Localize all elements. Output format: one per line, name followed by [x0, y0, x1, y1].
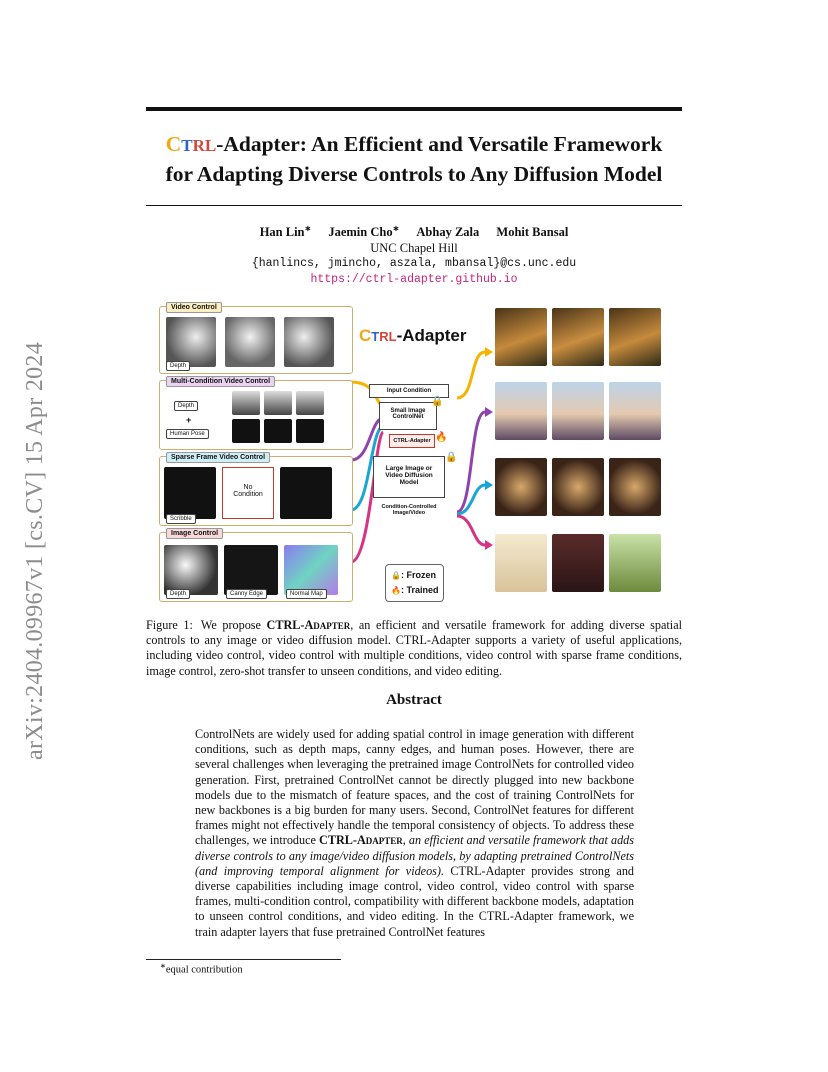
fire-icon: 🔥 [435, 432, 448, 443]
title-ctrl-r: R [192, 136, 205, 155]
large-model-box: Large Image or Video Diffusion Model [373, 456, 445, 498]
output-label: Condition-Controlled Image/Video [381, 504, 437, 516]
output-photo [552, 458, 604, 516]
output-photo [552, 534, 604, 592]
legend-frozen: : Frozen [400, 570, 436, 580]
caption-label: Figure 1: [146, 618, 193, 632]
arxiv-sidebar-id: arXiv:2404.09967v1 [cs.CV] 15 Apr 2024 [22, 341, 48, 760]
panel-image-control [159, 532, 353, 602]
abstract-italic: , an efficient and versatile framework that adds diverse controls to any image/video diffusion models, by adapting pretrained ControlNets (and improving temporal alignment for videos). [195, 833, 635, 878]
panel-video-control [159, 306, 353, 374]
output-photo [609, 458, 661, 516]
author-3: Abhay Zala [416, 225, 480, 240]
output-photo [609, 308, 661, 366]
depth-frame [166, 317, 216, 367]
title-bottom-rule [146, 205, 682, 206]
scribble-frame [280, 467, 332, 519]
abstract-bold: CTRL-Adapter [319, 833, 403, 848]
lock-icon: 🔒 [445, 452, 458, 463]
title-ctrl-t: T [181, 136, 193, 155]
project-link[interactable]: https://ctrl-adapter.github.io [310, 273, 518, 287]
output-photo [495, 308, 547, 366]
affiliation: UNC Chapel Hill [370, 241, 458, 256]
input-condition-box: Input Condition [369, 384, 449, 398]
panel-tag-image-control: Image Control [166, 528, 223, 539]
output-photo [552, 382, 604, 440]
author-4: Mohit Bansal [496, 225, 569, 240]
depth-frame [284, 317, 334, 367]
label-depth-2: Depth [174, 401, 198, 411]
output-photo [495, 534, 547, 592]
lock-icon: 🔒 [431, 396, 444, 407]
pose-frame [264, 419, 292, 443]
plus-sign: + [186, 415, 192, 425]
footnote-rule [146, 959, 341, 960]
label-depth: Depth [166, 361, 190, 371]
normal-map-image [284, 545, 338, 595]
title-line1: -Adapter: An Efficient and Versatile Framework [216, 132, 663, 156]
caption-bold: CTRL-Adapter [266, 618, 351, 632]
output-photo [495, 458, 547, 516]
small-controlnet-box: Small Image ControlNet [379, 402, 437, 430]
fire-icon: 🔥 [391, 586, 401, 595]
depth-frame [264, 391, 292, 415]
depth-frame [225, 317, 275, 367]
depth-image [164, 545, 218, 595]
figure-caption: Figure 1: We propose CTRL-Adapter, an efficient and versatile framework for adding diverse spatial controls to any image or video diffusion model. CTRL-Adapter supports a variety of useful applications, including video control, video control with multiple conditions, video control with sparse frame conditions, image control, zero-shot transfer to unseen conditions, and video editing. [146, 618, 682, 678]
author-emails: {hanlincs, jmincho, aszala, mbansal}@cs.unc.edu [251, 257, 577, 271]
pose-frame [296, 419, 324, 443]
lock-icon: 🔒 [391, 571, 401, 580]
adapter-box: CTRL-Adapter [389, 434, 435, 448]
output-photo [609, 534, 661, 592]
author-1: Han Lin [259, 225, 305, 240]
legend-trained: : Trained [400, 585, 439, 595]
panel-tag-multi-condition: Multi-Condition Video Control [166, 376, 275, 387]
abstract-heading: Abstract [386, 692, 442, 708]
output-photo [552, 308, 604, 366]
label-scribble: Scribble [166, 514, 196, 524]
author-2: Jaemin Cho [328, 225, 393, 240]
output-photo [609, 382, 661, 440]
label-depth-3: Depth [166, 589, 190, 599]
abstract-body: ControlNets are widely used for adding spatial control in image generation with different conditions, such as depth maps, canny edges, and human poses. However, there are several challenges when leveraging the pretrained image ControlNets for controlled video generation. First, pretrained ControlNet cannot be directly plugged into new backbone models due to the mismatch of feature spaces, and the cost of training ControlNets for new backbones is a big burden for many users. Second, ControlNet features for different frames might not effectively handle the temporal consistency of objects. To address these challenges, we introduce CTRL-Adapter, an efficient and versatile framework that adds diverse controls to any image/video diffusion models, by adapting pretrained ControlNets (and improving temporal alignment for videos). CTRL-Adapter provides strong and diverse capabilities including image control, video control, video control with sparse frames, multi-condition control, compatibility with different backbone models, adaptation to unseen control conditions, and video editing. In the CTRL-Adapter framework, we train adapter layers that fuse pretrained ControlNet features [195, 727, 635, 939]
depth-frame [232, 391, 260, 415]
output-photo [495, 382, 547, 440]
paper-title [146, 130, 682, 189]
footnote: ∗equal contribution [160, 962, 243, 976]
brand-ctrl-adapter: CTRL-Adapter [359, 326, 467, 345]
label-human-pose: Human Pose [166, 429, 209, 439]
title-ctrl-c: C [165, 132, 182, 156]
panel-tag-video-control: Video Control [166, 302, 222, 313]
canny-image [224, 545, 278, 595]
label-canny-edge: Canny Edge [226, 589, 267, 599]
panel-multi-condition [159, 380, 353, 450]
panel-tag-sparse-frame: Sparse Frame Video Control [166, 452, 270, 463]
pose-frame [232, 419, 260, 443]
no-condition-box: No Condition [222, 467, 274, 519]
top-rule [146, 107, 682, 111]
panel-sparse-frame [159, 456, 353, 526]
scribble-frame [164, 467, 216, 519]
depth-frame [296, 391, 324, 415]
figure-1 [155, 300, 675, 605]
label-normal-map: Normal Map [286, 589, 327, 599]
figure-legend [385, 564, 444, 602]
title-line2: for Adapting Diverse Controls to Any Diffusion Model [165, 162, 663, 186]
title-ctrl-l: L [204, 136, 217, 155]
author-block: Han Lin∗ Jaemin Cho∗ Abhay Zala Mohit Bansal UNC Chapel Hill {hanlincs, jmincho, aszala, mbansal}@cs.unc.edu https://ctrl-adapter.github.io [146, 221, 682, 288]
